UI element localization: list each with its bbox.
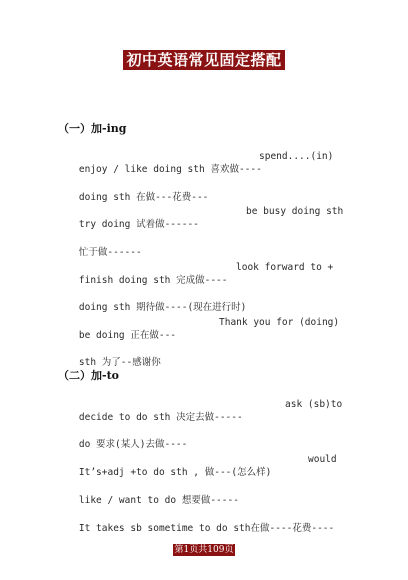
line-left-text: decide to do sth 决定去做----- (78, 412, 243, 423)
line-left-text: It’s+adj +to do sth , 做---(怎么样) (78, 467, 272, 478)
line-right-text: ask (sb)to (285, 399, 343, 410)
document-title (0, 50, 408, 70)
line-left-text: finish doing sth 完成做---- (78, 275, 228, 286)
line-left-text: doing sth 在做---花费--- (78, 192, 209, 203)
document-title-text: 初中英语常见固定搭配 (123, 50, 284, 70)
line-left-text: do 要求(某人)去做---- (78, 439, 188, 450)
line-right-text: would (308, 454, 337, 465)
line-left-text: like / want to do 想要做----- (78, 495, 239, 506)
page-footer (0, 537, 408, 556)
line-left-text: try doing 试着做------ (78, 219, 199, 230)
line-left-text: doing sth 期待做----(现在进行时) (78, 302, 247, 313)
line-left-text: sth 为了--感谢你 (78, 357, 161, 368)
line-left-text: 忙于做------ (78, 247, 142, 258)
line-left-text: be doing 正在做--- (78, 330, 177, 341)
line-right-text: spend....(in) (259, 151, 334, 162)
line-left-text: It takes sb sometime to do sth在做----花费---- (78, 523, 335, 534)
line-left-text: enjoy / like doing sth 喜欢做---- (78, 164, 262, 175)
line-right-text: Thank you for (doing) (219, 317, 340, 328)
line-right-text: look forward to + (236, 262, 334, 273)
page-number-text: 第1页共109页 (174, 545, 234, 555)
section-heading-ing: （一）加-ing (58, 122, 127, 135)
line-right-text: be busy doing sth (246, 206, 344, 217)
section-heading-to: （二）加-to (58, 369, 119, 382)
